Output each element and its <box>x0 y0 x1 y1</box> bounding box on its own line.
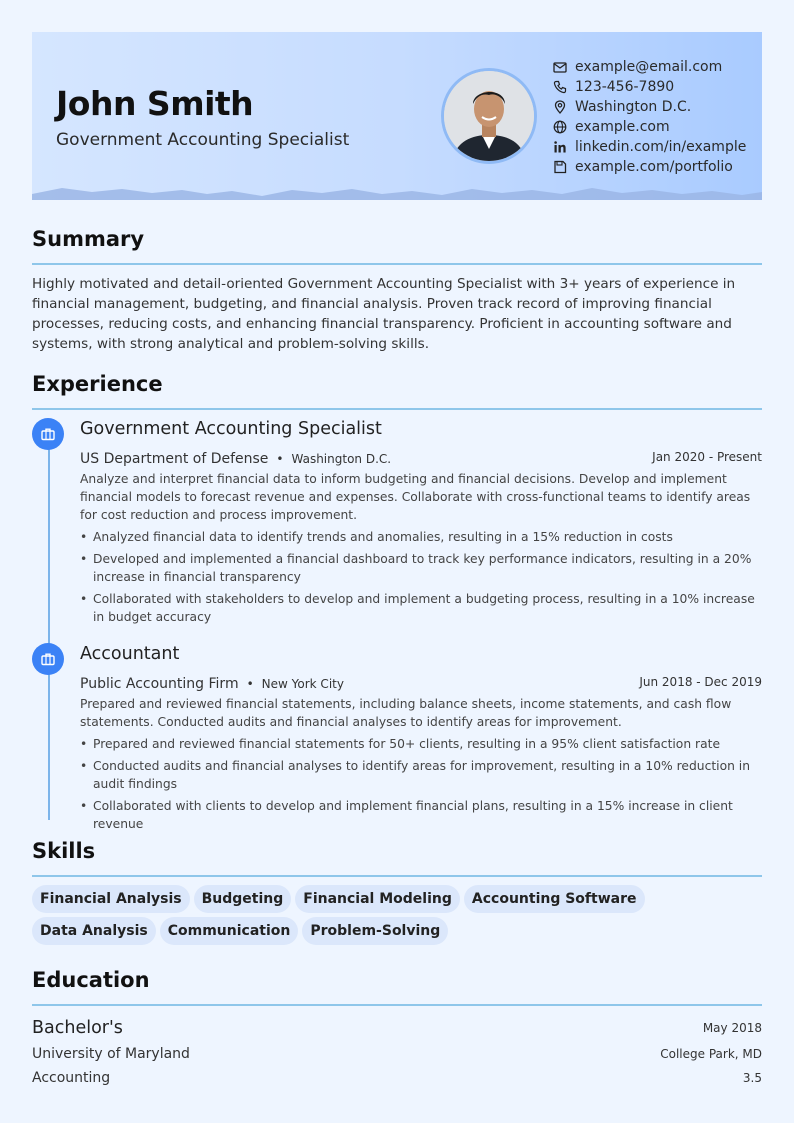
achievement-item: • Developed and implemented a financial dashboard to track key performance indicators, resulting in a 20% increase in financial transparency <box>80 550 762 586</box>
briefcase-icon <box>32 643 64 675</box>
experience-entry <box>80 644 762 837</box>
contact-location <box>552 97 746 117</box>
job-company: Public Accounting Firm <box>80 675 239 692</box>
job-meta <box>80 670 762 694</box>
job-description: Analyze and interpret financial data to inform budgeting and financial decisions. Develop and implement financial models to forecast revenue and expenses. Collaborate with cross-functional teams to identify areas for cost reduction and process improvement. <box>80 472 751 522</box>
job-meta <box>80 445 762 469</box>
job-dates: Jun 2018 - Dec 2019 <box>639 675 762 689</box>
achievement-item: • Prepared and reviewed financial statements for 50+ clients, resulting in a 95% client satisfaction rate <box>80 735 762 753</box>
briefcase-icon <box>32 418 64 450</box>
avatar-photo <box>444 71 534 161</box>
experience-divider <box>32 408 762 410</box>
job-location: Washington D.C. <box>291 451 392 466</box>
avatar <box>441 68 537 164</box>
skill-chip: Accounting Software <box>464 885 645 913</box>
skill-chip: Financial Modeling <box>295 885 460 913</box>
resume-header <box>32 32 762 200</box>
education-degree: Bachelor's <box>32 1018 123 1038</box>
skill-chip: Budgeting <box>194 885 292 913</box>
education-heading: Education <box>32 968 150 992</box>
separator-dot: • <box>246 676 254 691</box>
job-description: Prepared and reviewed financial statements, including balance sheets, income statements, and cash flow statements. Conducted audits and financial analyses to identify areas for improvement. <box>80 697 732 729</box>
summary-divider <box>32 263 762 265</box>
skills-list <box>32 885 762 949</box>
achievement-item: • Conducted audits and financial analyses to identify areas for improvement, resulting in a 10% reduction in audit findings <box>80 757 762 793</box>
contact-phone-text: 123-456-7890 <box>575 79 675 95</box>
summary-heading: Summary <box>32 227 145 251</box>
timeline-line <box>48 434 50 820</box>
skills-divider <box>32 875 762 877</box>
education-divider <box>32 1004 762 1006</box>
education-school-row <box>32 1044 762 1064</box>
skills-heading: Skills <box>32 839 96 863</box>
achievement-item: • Analyzed financial data to identify trends and anomalies, resulting in a 15% reduction in costs <box>80 528 762 546</box>
summary-text: Highly motivated and detail-oriented Government Accounting Specialist with 3+ years of experience in financial management, budgeting, and financial analysis. Proven track record of improving financial processes, reducing costs, and enhancing financial transparency. Proficient in accounting software and systems, with strong analytical and problem-solving skills. <box>32 276 736 352</box>
education-gpa: 3.5 <box>742 1071 762 1085</box>
education-degree-row <box>32 1016 762 1040</box>
job-achievements <box>80 735 762 833</box>
linkedin-icon <box>552 139 568 155</box>
job-achievements <box>80 528 762 626</box>
location-icon <box>552 99 568 115</box>
contact-linkedin-text: linkedin.com/in/example <box>575 139 747 155</box>
contact-website-text: example.com <box>575 119 670 135</box>
job-role: Government Accounting Specialist <box>80 419 382 439</box>
globe-icon <box>552 119 568 135</box>
education-school: University of Maryland <box>32 1046 190 1062</box>
education-date: May 2018 <box>702 1021 762 1035</box>
education-location: College Park, MD <box>660 1047 762 1061</box>
separator-dot: • <box>276 451 284 466</box>
experience-entry <box>80 419 762 630</box>
achievement-item: • Collaborated with clients to develop and implement financial plans, resulting in a 15% increase in client revenue <box>80 797 762 833</box>
candidate-name: John Smith <box>56 84 254 123</box>
experience-heading: Experience <box>32 372 163 396</box>
contact-linkedin[interactable] <box>552 137 746 157</box>
education-field: Accounting <box>32 1070 111 1086</box>
contact-location-text: Washington D.C. <box>575 99 692 115</box>
phone-icon <box>552 79 568 95</box>
contact-phone[interactable] <box>552 77 746 97</box>
contact-portfolio[interactable] <box>552 157 746 177</box>
contact-list <box>552 57 746 177</box>
education-field-row <box>32 1068 762 1088</box>
portfolio-icon <box>552 159 568 175</box>
job-role: Accountant <box>80 644 180 664</box>
job-dates: Jan 2020 - Present <box>652 450 762 464</box>
contact-email[interactable] <box>552 57 746 77</box>
contact-website[interactable] <box>552 117 746 137</box>
mail-icon <box>552 59 568 75</box>
skill-chip: Communication <box>160 917 299 945</box>
skill-chip: Financial Analysis <box>32 885 190 913</box>
job-company: US Department of Defense <box>80 450 269 467</box>
skill-chip: Data Analysis <box>32 917 156 945</box>
candidate-title: Government Accounting Specialist <box>56 130 350 150</box>
contact-email-text: example@email.com <box>575 59 723 75</box>
header-wave-decoration <box>32 184 762 200</box>
achievement-item: • Collaborated with stakeholders to develop and implement a budgeting process, resulting in a 10% increase in budget accuracy <box>80 590 762 626</box>
job-location: New York City <box>261 676 344 691</box>
contact-portfolio-text: example.com/portfolio <box>575 159 733 175</box>
skill-chip: Problem-Solving <box>302 917 448 945</box>
